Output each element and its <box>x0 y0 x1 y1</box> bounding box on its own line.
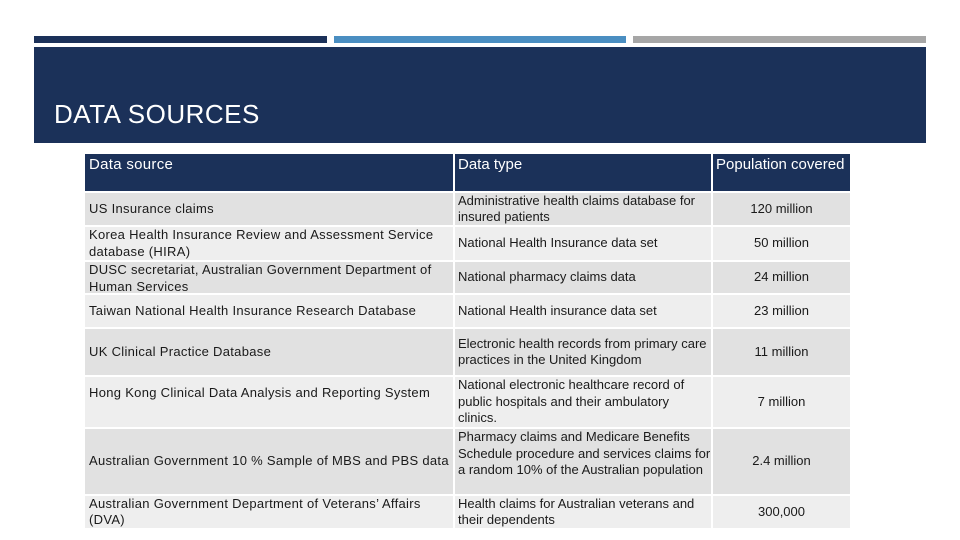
row-source: Australian Government Department of Veterans’ Affairs (DVA) <box>85 496 453 528</box>
accent-bar-gray <box>633 36 926 43</box>
row-source: Hong Kong Clinical Data Analysis and Reporting System <box>85 377 453 427</box>
accent-bar-navy <box>34 36 327 43</box>
row-population: 120 million <box>713 193 850 225</box>
row-type: National electronic healthcare record of public hospitals and their ambulatory clinics. <box>455 377 711 427</box>
row-population: 11 million <box>713 329 850 375</box>
row-type: National pharmacy claims data <box>455 262 711 293</box>
header-population: Population covered <box>713 154 850 191</box>
row-population: 7 million <box>713 377 850 427</box>
row-source: Korea Health Insurance Review and Assessment Service database (HIRA) <box>85 227 453 260</box>
row-type: Electronic health records from primary care practices in the United Kingdom <box>455 329 711 375</box>
row-type: Administrative health claims database for insured patients <box>455 193 711 225</box>
row-source: DUSC secretariat, Australian Government Department of Human Services <box>85 262 453 293</box>
row-population: 50 million <box>713 227 850 260</box>
row-population: 24 million <box>713 262 850 293</box>
row-type: National Health insurance data set <box>455 295 711 327</box>
row-type: National Health Insurance data set <box>455 227 711 260</box>
row-source: UK Clinical Practice Database <box>85 329 453 375</box>
row-source: Australian Government 10 % Sample of MBS and PBS data <box>85 429 453 494</box>
row-source: Taiwan National Health Insurance Research Database <box>85 295 453 327</box>
row-type: Health claims for Australian veterans and their dependents <box>455 496 711 528</box>
row-population: 300,000 <box>713 496 850 528</box>
row-population: 2.4 million <box>713 429 850 494</box>
row-type: Pharmacy claims and Medicare Benefits Schedule procedure and services claims for a random 10% of the Australian population <box>455 429 711 494</box>
slide-title: DATA SOURCES <box>54 99 260 129</box>
row-population: 23 million <box>713 295 850 327</box>
header-data-type: Data type <box>455 154 711 191</box>
header-data-source: Data source <box>85 154 453 191</box>
accent-bar-blue <box>334 36 626 43</box>
row-source: US Insurance claims <box>85 193 453 225</box>
title-banner <box>34 47 926 143</box>
